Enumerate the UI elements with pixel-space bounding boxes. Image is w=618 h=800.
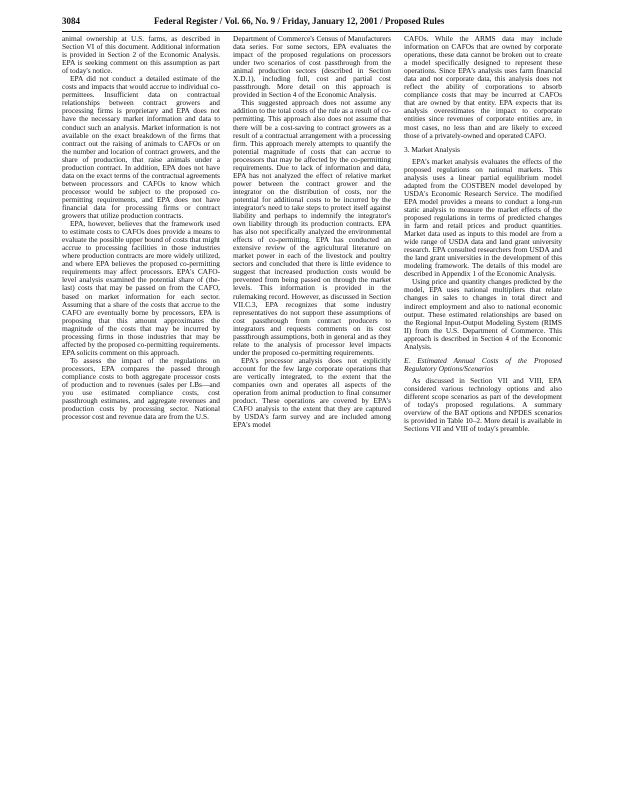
text-column-1 <box>62 35 220 421</box>
page-header <box>62 14 562 30</box>
paragraph: EPA, however, believes that the framework used to estimate costs to CAFOs does provide a means to evaluate the possible upper bound of costs that might accrue to processing facilities in those industries where production contracts are more widely utilized, and where EPA believes the proposed co-permitting requirements may affect processors. EPA's CAFO-level analysis examined the potential share of (the-last) costs that may be passed on from the CAFO, based on market information for each sector. Assuming that a share of the costs that accrue to the CAFO are eventually borne by processors, EPA is proposing that this amount approximates the magnitude of the costs that may be incurred by processing firms in those industries that may be affected by the proposed co-permitting requirements. EPA solicits comment on this approach. <box>62 219 220 357</box>
header-rule <box>62 31 562 32</box>
paragraph: CAFOs. While the ARMS data may include information on CAFOs that are owned by corporate operations, these data cannot be broken out to create a model specifically designed to represent these operations. Since EPA's analysis uses farm financial data and not corporate data, this analysis does not reflect the ability of corporations to absorb compliance costs that may be incurred at CAFOs that are owned by that entity. EPA expects that its analysis overestimates the impact to corporate entities since revenues of corporate entities are, in most cases, no less than and are likely to exceed those of a privately-owned and operated CAFO. <box>404 34 562 140</box>
paragraph: animal ownership at U.S. farms, as described in Section VI of this document. Additional information is provided in Section 2 of the Economic Analysis. EPA is seeking comment on this assumption as part of today's notice. <box>62 34 220 76</box>
paragraph: EPA's market analysis evaluates the effects of the proposed regulations on national markets. This analysis uses a linear partial equilibrium model adapted from the COSTBEN model developed by USDA's Economic Research Service. The modified EPA model provides a means to conduct a long-run static analysis to measure the market effects of the proposed regulations in terms of predicted changes in farm and retail prices and product quantities. Market data used as inputs to this model are from a wide range of USDA data and land grant university research. EPA consulted researchers from USDA and the land grant universities in the development of this modeling framework. The details of this model are described in Appendix 1 of the Economic Analysis. <box>404 156 562 279</box>
text-column-2 <box>233 35 391 429</box>
paragraph: As discussed in Section VII and VIII, EPA considered various technology options and also different scope scenarios as part of the development of today's proposed regulations. A summary overview of the BAT options and NPDES scenarios is provided in Table 10–2. More detail is available in Sections VII and VIII of today's preamble. <box>404 375 562 434</box>
paragraph: This suggested approach does not assume any addition to the total costs of the rule as a result of co-permitting. This approach also does not assume that there will be a cost-saving to contract growers as a result of a contractual arrangement with a processing firm. This approach merely attempts to quantify the potential magnitude of costs that can accrue to processors that may be affected by the co-permitting requirements. Due to lack of information and data, EPA has not analyzed the effect of relative market power between the contract grower and the integrator on the distribution of costs, nor the potential for additional costs to be incurred by the integrator's need to take steps to protect itself against liability and perhaps to indemnify the integrator's own liability through its production contracts. EPA has also not specifically analyzed the environmental effects of co-permitting. EPA has conducted an extensive review of the agricultural literature on market power in each of the livestock and poultry sectors and concluded that there is little evidence to suggest that increased production costs would be prevented from being passed on through the market levels. This information is provided in the rulemaking record. However, as discussed in Section VII.C.3, EPA recognizes that some industry representatives do not support these assumptions of cost passthrough from contract producers to integrators and requests comments on its cost passthrough assumptions, both in general and as they relate to the analysis of processor level impacts under the proposed co-permitting requirements. <box>233 98 391 357</box>
paragraph: Department of Commerce's Census of Manufacturers data series. For some sectors, EPA evaluates the impact of the proposed regulations on processors under two scenarios of cost passthrough from the animal production sectors (described in Section X.D.1), including full, cost and partial cost passthrough. More detail on this approach is provided in Section 4 of the Economic Analysis. <box>233 34 391 100</box>
paragraph: Using price and quantity changes predicted by the model, EPA uses national multipliers that relate changes in sales to changes in total direct and indirect employment and also to national economic output. These estimated relationships are based on the Regional Input-Output Modeling System (RIMS II) from the U.S. Department of Commerce. This approach is described in Section 4 of the Economic Analysis. <box>404 277 562 351</box>
text-column-3 <box>404 35 562 433</box>
running-title: Federal Register / Vol. 66, No. 9 / Friday, January 12, 2001 / Proposed Rules <box>154 16 445 26</box>
section-heading: 3. Market Analysis <box>404 144 461 154</box>
page-number: 3084 <box>62 16 80 26</box>
paragraph: EPA did not conduct a detailed estimate of the costs and impacts that would accrue to individual co-permittees. Insufficient data on contractual relationships between contract growers and processing firms is proprietary and EPA does not have the necessary market information and data to conduct such an analysis. Market information is not available on the exact breakdown of the firms that contract out the raising of animals to CAFOs or on the number and location of contract growers, and the share of production, that raise animals under a production contract. In addition, EPA does not have data on the exact terms of the contractual agreements between processors and CAFOs to know which processor would be subject to the proposed co-permitting requirements, and EPA does not have financial data for processing firms or contract growers that utilize production contracts. <box>62 74 220 221</box>
subsection-heading: E. Estimated Annual Costs of the Proposed Regulatory Options/Scenarios <box>404 355 562 373</box>
paragraph: To assess the impact of the regulations on processors, EPA compares the passed through compliance costs to both aggregate processor costs of production and to revenues (sales per LBs—and you use estimated compliance costs, cost passthrough estimates, and aggregate revenues and production costs by processing sector. National processor cost and revenue data are from the U.S. <box>62 355 220 422</box>
paragraph: EPA's processor analysis does not explicitly account for the few large corporate operations that are vertically integrated, to the extent that the companies own and operates all aspects of the operation from animal production to final consumer product. These operations are covered by EPA's CAFO analysis to the extent that they are captured by USDA's farm survey and are included among EPA's model <box>233 355 391 430</box>
